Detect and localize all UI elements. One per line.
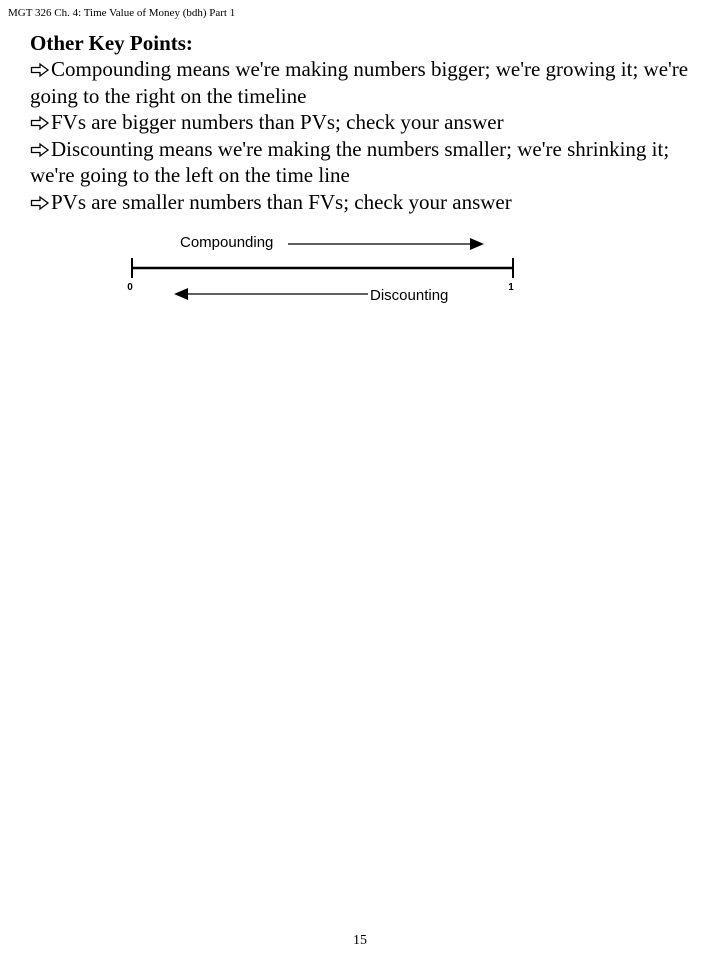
compounding-arrow-head (470, 238, 484, 250)
key-points-section (30, 30, 710, 215)
discounting-arrow-head (174, 288, 188, 300)
right-arrow-outline-icon (30, 115, 50, 131)
section-heading: Other Key Points: (30, 31, 193, 55)
page-header: MGT 326 Ch. 4: Time Value of Money (bdh) Part 1 (8, 7, 236, 19)
period-label-start: 0 (127, 282, 133, 293)
key-point-pv-smaller (30, 189, 710, 216)
right-arrow-outline-icon (30, 195, 50, 211)
discounting-label: Discounting (370, 287, 449, 304)
key-point-compounding (30, 56, 710, 109)
right-arrow-outline-icon (30, 62, 50, 78)
compounding-label: Compounding (180, 234, 274, 251)
page-number: 15 (353, 933, 367, 948)
key-point-fv-bigger (30, 109, 710, 136)
key-point-text: Discounting means we're making the numbers smaller; we're shrinking it; we're going to the left on the time line (30, 136, 670, 187)
right-arrow-outline-icon (30, 142, 50, 158)
key-point-text: FVs are bigger numbers than PVs; check your answer (51, 110, 504, 134)
key-point-text: PVs are smaller numbers than FVs; check your answer (51, 189, 512, 214)
period-label-end: 1 (508, 282, 514, 293)
key-point-discounting (30, 136, 710, 189)
timeline-diagram (0, 220, 720, 320)
key-point-text: Compounding means we're making numbers bigger; we're growing it; we're going to the right on the timeline (30, 57, 689, 108)
